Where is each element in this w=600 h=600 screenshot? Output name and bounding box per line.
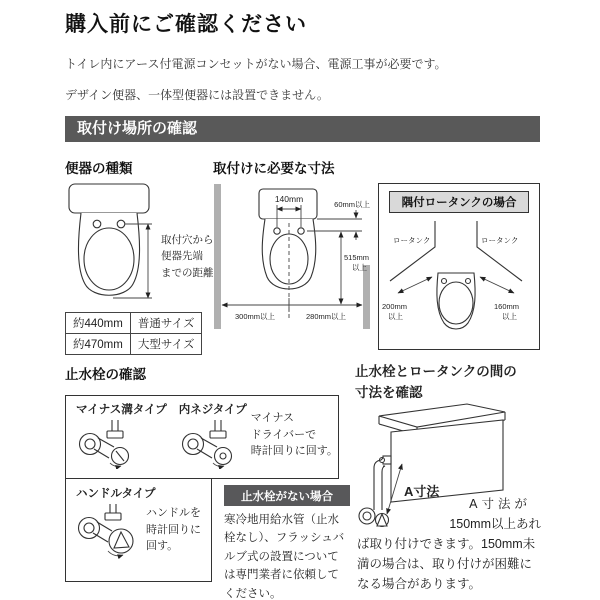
tank-clearance-heading: 止水栓とロータンクの間の 寸法を確認 (355, 364, 517, 400)
right-wall (363, 265, 370, 329)
no-valve-heading: 止水栓がない場合 (224, 485, 350, 506)
rear-clearance-label: 60mm以上 (334, 200, 370, 209)
corner-tank-heading: 隅付ロータンクの場合 (389, 191, 529, 213)
section-banner-install-location: 取付け場所の確認 (65, 116, 540, 142)
right-width-label: 280mm以上 (305, 312, 347, 321)
table-row (66, 334, 202, 355)
table-row (66, 313, 202, 334)
design-toilet-note: デザイン便器、一体型便器には設置できません。 (65, 88, 329, 102)
minus-groove-valve: マイナス溝タイプ (66, 396, 171, 478)
left-wall (214, 184, 221, 329)
size-label: 大型サイズ (130, 334, 202, 355)
screwdriver-note: マイナス ドライバーで 時計回りに回す。 (250, 412, 338, 457)
toilet-top-view-diagram (65, 180, 157, 306)
corner-tank-diagram (380, 219, 538, 334)
handle-note: ハンドルを 時計回りに 回す。 (146, 507, 201, 552)
right-dim-label2: 以上 (502, 312, 517, 321)
tank-clearance-text: A寸法が 150mm以上あれ ば取り付けできます。150mm未 満の場合は、取り付けが困難に なる場合があります。 (357, 497, 541, 591)
valve-types-box (65, 395, 339, 479)
install-dims-heading: 取付けに必要な寸法 (213, 161, 335, 176)
front-depth-label: 515mm (344, 253, 370, 262)
left-tank-label: ロータンク (393, 236, 431, 245)
page-title: 購入前にご確認ください (65, 13, 307, 36)
size-label: 普通サイズ (130, 313, 202, 334)
front-depth-label2: 以上 (352, 263, 367, 272)
inner-screw-valve-icon (179, 417, 241, 469)
size-value: 約470mm (66, 334, 131, 355)
installation-dimensions-diagram (213, 181, 372, 343)
right-dim-label: 160mm (494, 302, 520, 311)
hole-distance-note: 取付穴から 便器先端 までの距離 (161, 234, 214, 279)
handle-valve-icon (76, 501, 142, 559)
power-outlet-note: トイレ内にアース付電源コンセットがない場合、電源工事が必要です。 (65, 57, 447, 71)
toilet-types-heading: 便器の種類 (65, 161, 133, 176)
toilet-size-table (65, 312, 202, 355)
left-dim-label: 200mm (382, 302, 408, 311)
right-tank-label: ロータンク (481, 236, 519, 245)
stop-valve-heading: 止水栓の確認 (65, 367, 146, 382)
toilet-type-figure (65, 180, 214, 306)
minus-groove-valve-icon (76, 417, 138, 469)
a-dimension-label: A寸法 (404, 484, 440, 499)
no-valve-block (224, 485, 350, 600)
size-value: 約440mm (66, 313, 131, 334)
no-valve-text: 寒冷地用給水管（止水栓なし）、フラッシュバルブ式の設置については専門業者に依頼してください。 (224, 514, 345, 600)
left-dim-label2: 以上 (388, 312, 403, 321)
left-width-label: 300mm以上 (234, 312, 276, 321)
inner-screw-valve: 内ネジタイプ (171, 396, 251, 478)
tank-clearance-figure (357, 402, 541, 594)
hole-pitch-label: 140mm (274, 194, 304, 204)
corner-tank-panel (378, 183, 540, 350)
handle-valve-box: ハンドルタイプ ハンドルを 時計回りに 回す。 (65, 479, 212, 582)
